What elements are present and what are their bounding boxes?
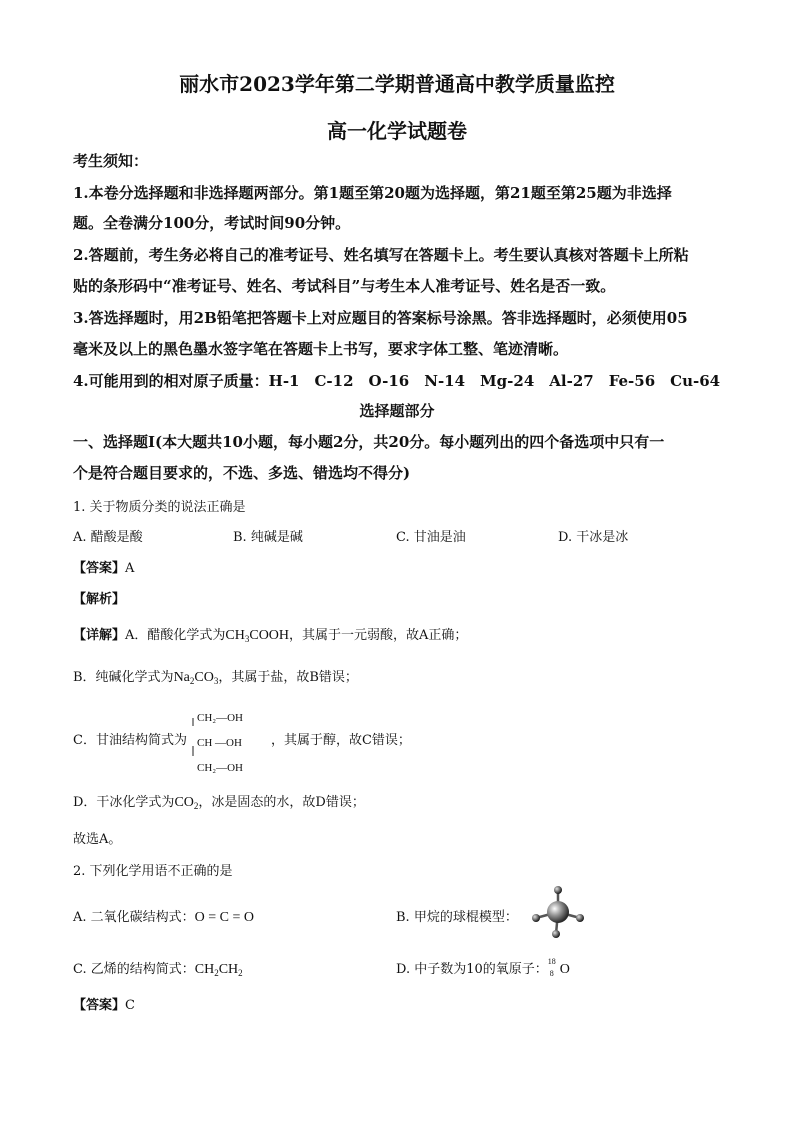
notice-item-1b: 题。全卷满分100分，考试时间90分钟。 [73, 214, 351, 232]
detail-d-text: D．干冰化学式为 [73, 795, 175, 810]
answer-label: 【答案】 [73, 998, 126, 1013]
detail-a-text: A．醋酸化学式为 [125, 628, 226, 643]
notice-item-3a: 3.答选择题时，用2B铅笔把答题卡上对应题目的答案标号涂黑。答非选择题时，必须使用05 [73, 309, 688, 327]
answer-value: A [125, 561, 135, 576]
q1-option-a: A. 醋酸是酸 [73, 530, 143, 545]
q2-option-a [73, 906, 254, 926]
detail-b-text: B．纯碱化学式为 [73, 670, 174, 685]
q1-detail-a [73, 624, 467, 644]
detail-c-tail: ，其属于醇，故C错误； [270, 733, 411, 748]
answer-value: C [125, 998, 135, 1013]
soda-ash-formula: $Na_2CO_3$ [173, 670, 219, 686]
acetic-acid-formula: $CH_3COOH$ [225, 628, 290, 644]
notice-heading: 考生须知： [73, 152, 149, 170]
q1-option-c: C. 甘油是油 [396, 530, 466, 545]
detail-b-tail: ，其属于盐，故B错误； [218, 670, 358, 685]
q2-option-d-label: D. 中子数为10的氧原子： [396, 962, 548, 977]
q1-option-b: B. 纯碱是碱 [233, 530, 303, 545]
glycerol-row-1: CH₂—OH [197, 712, 244, 724]
detail-c-text: C．甘油结构简式为 [73, 733, 187, 748]
q2-option-a-label: A. 二氧化碳结构式： [73, 910, 195, 925]
glycerol-row-2: CH —OH [197, 737, 242, 749]
q1-option-d: D. 干冰是冰 [558, 530, 629, 545]
q2-option-b [396, 906, 518, 925]
q1-answer [73, 557, 134, 576]
co2-structure-formula: O = C = O [194, 910, 255, 925]
q1-stem: 1. 关于物质分类的说法正确是 [73, 500, 246, 515]
section-title: 选择题部分 [359, 402, 435, 420]
page-title: 丽水市2023学年第二学期普通高中教学质量监控 [179, 72, 615, 96]
ethene-formula: $CH_2CH_2$ [194, 962, 243, 978]
notice-item-1a: 1.本卷分选择题和非选择题两部分。第1题至第20题为选择题，第21题至第25题为非选择 [73, 184, 672, 202]
notice-item-2a: 2.答题前，考生务必将自己的准考证号、姓名填写在答题卡上。考生要认真核对答题卡上所粘 [73, 246, 689, 264]
detail-d-tail: ，冰是固态的水，故D错误； [198, 795, 365, 810]
notice-item-2b: 贴的条形码中“准考证号、姓名、考试科目”与考生本人准考证号、姓名是否一致。 [73, 277, 616, 295]
answer-label: 【答案】 [73, 561, 126, 576]
section-intro-a: 一、选择题Ⅰ(本大题共10小题，每小题2分，共20分。每小题列出的四个备选项中只有一 [73, 433, 665, 451]
oxygen-isotope-notation [547, 956, 560, 978]
detail-a-tail: ，其属于一元弱酸，故A正确； [289, 628, 468, 643]
q2-answer [73, 994, 135, 1013]
q2-option-b-label: B. 甲烷的球棍模型： [396, 910, 518, 925]
q2-option-c-label: C. 乙烯的结构简式： [73, 962, 195, 977]
q1-detail-b [73, 666, 358, 686]
q1-conclusion: 故选A。 [73, 832, 122, 847]
detail-label: 【详解】 [73, 628, 126, 643]
q2-option-d [396, 958, 570, 978]
dry-ice-formula: $CO_2$ [174, 795, 199, 811]
q1-detail-d [73, 791, 365, 811]
page-subtitle: 高一化学试题卷 [327, 119, 467, 143]
mass-number: 18 [547, 956, 556, 966]
section-intro-b: 个是符合题目要求的，不选、多选、错选均不得分) [73, 464, 411, 482]
q1-analysis-label: 【解析】 [73, 592, 126, 607]
glycerol-row-3: CH₂—OH [197, 762, 244, 774]
oxygen-symbol: O [559, 962, 570, 977]
q1-detail-c [73, 729, 411, 748]
notice-item-3b: 毫米及以上的黑色墨水签字笔在答题卡上书写，要求字体工整、笔迹清晰。 [73, 340, 569, 358]
q2-option-c [73, 958, 243, 978]
atomic-number: 8 [549, 968, 554, 978]
notice-item-4: 4.可能用到的相对原子质量：H-1 C-12 O-16 N-14 Mg-24 Al-27 Fe-56 Cu-64 [73, 372, 721, 390]
q2-stem: 2. 下列化学用语不正确的是 [73, 864, 233, 879]
methane-ball-stick-icon [528, 884, 588, 942]
